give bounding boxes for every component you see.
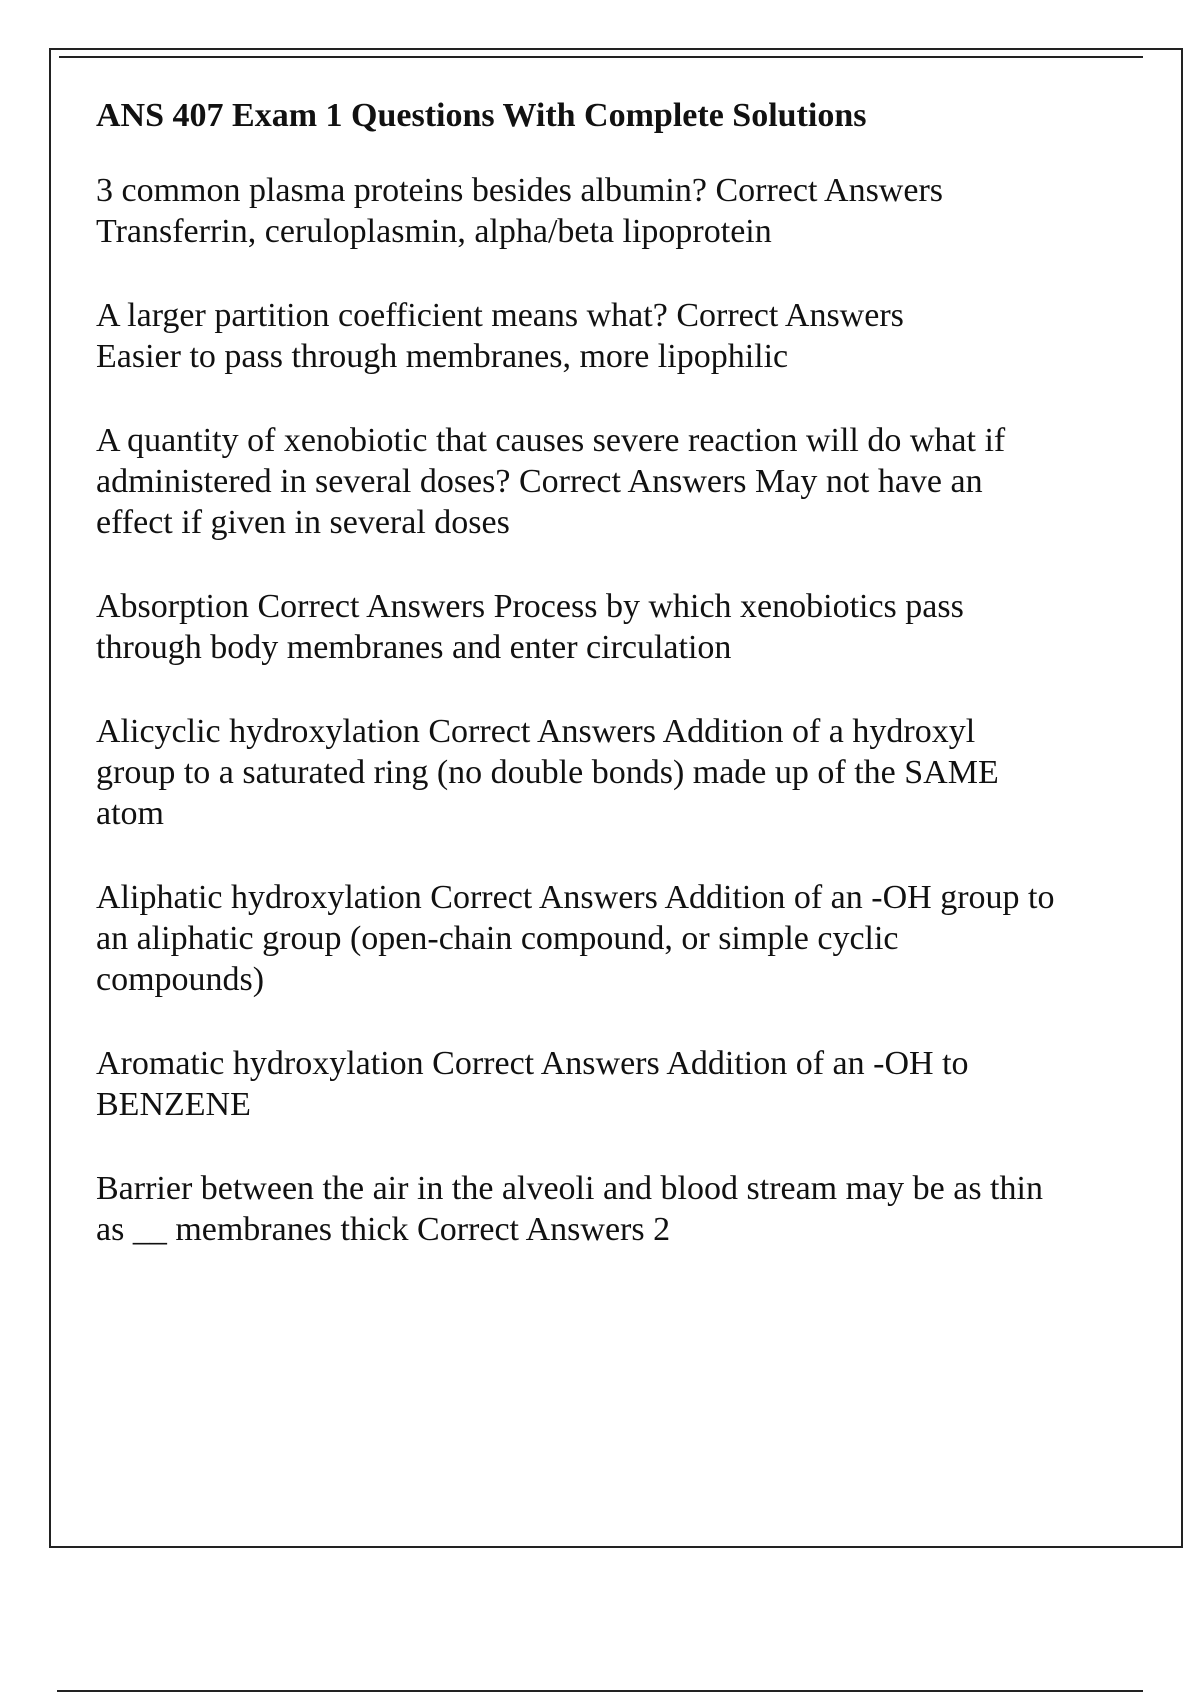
question-text: Aliphatic hydroxylation [96, 879, 422, 916]
qa-item-aliphatic-hydroxylation [96, 877, 1063, 1000]
qa-item-plasma-proteins [96, 170, 1056, 252]
correct-answers-label: Correct Answers [430, 879, 658, 916]
question-text: Alicyclic hydroxylation [96, 713, 420, 750]
qa-item-alveoli-barrier [96, 1168, 1056, 1250]
correct-answers-label: Correct Answers [715, 172, 943, 209]
question-text: Aromatic hydroxylation [96, 1045, 424, 1082]
question-text: Absorption [96, 588, 249, 625]
answer-text: Addition of an -OH group to an aliphatic group (open-chain compound, or simple cyclic compounds) [96, 879, 1063, 998]
correct-answers-label: Correct Answers [518, 463, 747, 500]
qa-item-aromatic-hydroxylation [96, 1043, 1056, 1125]
answer-text: Easier to pass through membranes, more lipophilic [96, 338, 789, 375]
correct-answers-label: Correct Answers [428, 713, 656, 750]
top-rule [59, 56, 1143, 58]
answer-text: 2 [653, 1211, 671, 1248]
question-text: A quantity of xenobiotic that causes severe reaction will do what if administered in several doses? [96, 422, 1014, 500]
document-content [96, 96, 1063, 1293]
answer-text: Addition of a hydroxyl group to a saturated ring (no double bonds) made up of the SAME atom [96, 713, 1008, 832]
bottom-rule [57, 1690, 1143, 1692]
question-text: 3 common plasma proteins besides albumin? [96, 172, 707, 209]
answer-text: Addition of an -OH to BENZENE [96, 1045, 978, 1123]
correct-answers-label: Correct Answers [417, 1211, 645, 1248]
correct-answers-label: Correct Answers [676, 297, 904, 334]
question-text: A larger partition coefficient means what? [96, 297, 668, 334]
document-title: ANS 407 Exam 1 Questions With Complete Solutions [96, 97, 867, 134]
qa-item-absorption [96, 586, 1056, 668]
qa-item-alicyclic-hydroxylation [96, 711, 1056, 834]
qa-item-partition-coefficient [96, 295, 1056, 377]
answer-text: Transferrin, ceruloplasmin, alpha/beta lipoprotein [96, 213, 772, 250]
question-text: Barrier between the air in the alveoli and blood stream may be as thin as __ membranes thick [96, 1170, 1052, 1248]
answer-text: Process by which xenobiotics pass through body membranes and enter circulation [96, 588, 973, 666]
qa-item-xenobiotic-doses [96, 420, 1056, 543]
correct-answers-label: Correct Answers [432, 1045, 660, 1082]
correct-answers-label: Correct Answers [257, 588, 486, 625]
answer-text: May not have an effect if given in several doses [96, 463, 992, 541]
